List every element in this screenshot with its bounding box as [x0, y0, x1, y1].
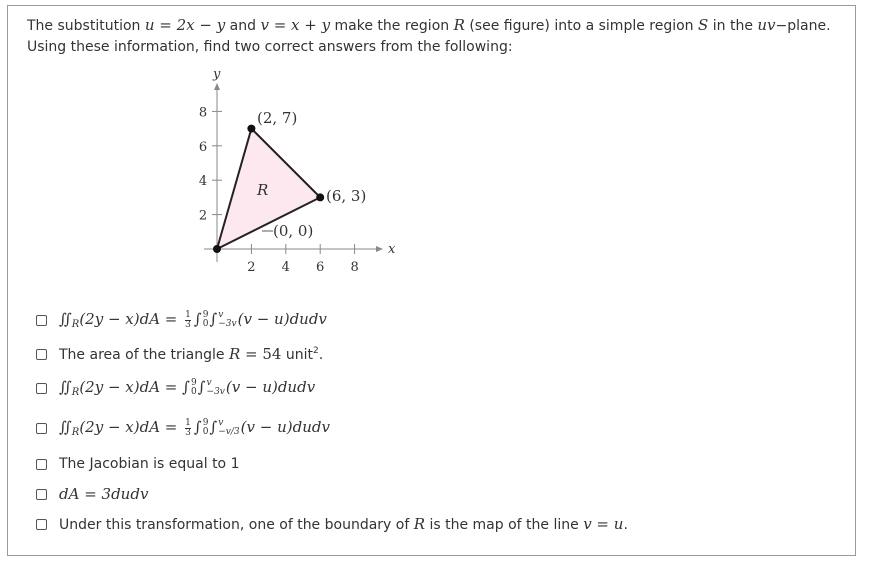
vertex-point — [316, 193, 324, 201]
y-tick-label: 2 — [198, 208, 208, 224]
option-4[interactable] — [36, 418, 330, 438]
option-3[interactable] — [36, 378, 315, 398]
option-2[interactable] — [36, 344, 323, 364]
region-label: R — [257, 181, 269, 199]
option-5-checkbox[interactable] — [36, 459, 47, 470]
x-tick-label: 8 — [350, 260, 359, 275]
x-axis-label: x — [388, 242, 396, 257]
y-tick-label: 4 — [198, 174, 208, 190]
question-text: The substitution u = 2x − y and v = x + y make the region R (see figure) into a simple region S in the uv−plane. Using these information, find two correct answers from the following: — [27, 16, 831, 55]
y-axis-label: y — [213, 67, 221, 82]
option-2-checkbox[interactable] — [36, 349, 47, 360]
option-5[interactable] — [36, 454, 239, 474]
option-7-label: Under this transformation, one of the boundary of R is the map of the line v = u. — [59, 515, 628, 533]
option-4-formula: $∬_R(2y - x)dA$ = $\frac{1}{3}$ ∫ 9 0 ∫ v −v/3 (v − u)dudv — [59, 417, 330, 438]
option-7-checkbox[interactable] — [36, 519, 47, 530]
option-6[interactable] — [36, 484, 148, 504]
option-3-formula: $∬_R(2y - x)dA$ = ∫ 9 0 ∫ v −3v (v − u)dudv — [59, 378, 316, 398]
vertex-point — [213, 245, 221, 253]
point-label-6-3: (6, 3) — [326, 187, 367, 205]
option-4-checkbox[interactable] — [36, 423, 47, 434]
point-label-2-7: (2, 7) — [257, 109, 298, 127]
equation-v: v = x + y — [260, 16, 331, 34]
option-1-formula: $∬_R(2y - x)dA$ = $\frac{1}{3}$ ∫ 9 0 ∫ v −3v (v − u)dudv — [59, 309, 327, 330]
vertex-point — [247, 125, 255, 133]
question-line-2: Using these information, find two correct answers from the following: — [27, 39, 513, 55]
option-2-label: The area of the triangle R = 54 unit$^2$. — [59, 345, 324, 363]
option-1[interactable] — [36, 310, 327, 330]
y-ticks — [199, 105, 222, 223]
region-r: R — [453, 16, 465, 34]
region-s: S — [698, 16, 709, 34]
x-tick-label: 2 — [247, 260, 256, 275]
option-6-formula: dA = 3dudv — [59, 485, 149, 503]
option-1-checkbox[interactable] — [36, 315, 47, 326]
point-label-0-0: (0, 0) — [273, 222, 314, 240]
equation-u: u = 2x − y — [144, 16, 226, 34]
option-7[interactable] — [36, 514, 628, 534]
option-3-checkbox[interactable] — [36, 383, 47, 394]
option-5-label: The Jacobian is equal to 1 — [59, 456, 240, 472]
y-tick-label: 8 — [198, 105, 208, 121]
x-tick-label: 4 — [281, 260, 290, 275]
option-6-checkbox[interactable] — [36, 489, 47, 500]
x-tick-label: 6 — [316, 260, 325, 275]
y-tick-label: 6 — [198, 139, 208, 155]
